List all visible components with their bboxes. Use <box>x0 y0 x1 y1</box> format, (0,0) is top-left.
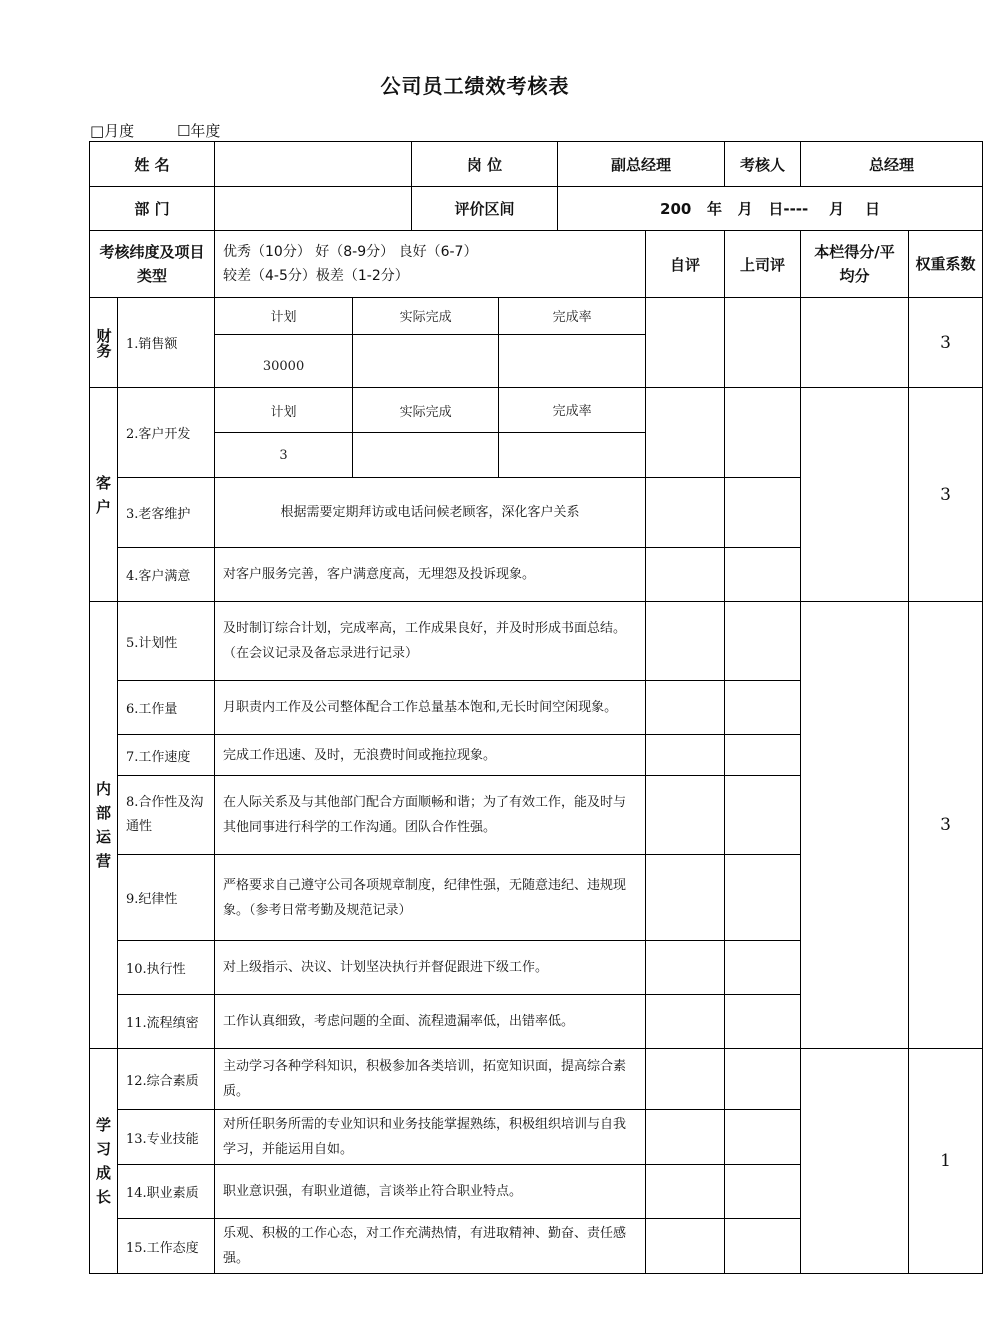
position-value: 副总经理 <box>558 142 725 187</box>
boss-eval-cell[interactable] <box>725 681 801 735</box>
item-attitude-desc: 乐观、积极的工作心态，对工作充满热情，有进取精神、勤奋、责任感强。 <box>215 1219 646 1274</box>
finance-weight: 3 <box>909 298 983 388</box>
self-eval-cell[interactable] <box>646 681 725 735</box>
item-discipline-desc: 严格要求自己遵守公司各项规章制度，纪律性强，无随意违纪、违规现象。（参考日常考勤及规范记录） <box>215 855 646 941</box>
self-eval-cell[interactable] <box>646 776 725 855</box>
self-eval-header: 自评 <box>646 231 725 298</box>
boss-eval-cell[interactable] <box>725 995 801 1049</box>
operations-weight: 3 <box>909 602 983 1049</box>
item-discipline-label: 9.纪律性 <box>118 855 215 941</box>
learning-weight: 1 <box>909 1049 983 1274</box>
item-client-dev-label: 2.客户开发 <box>118 388 215 478</box>
dept-field[interactable] <box>215 187 412 231</box>
rate-header: 完成率 <box>499 298 645 334</box>
self-eval-cell[interactable] <box>646 995 725 1049</box>
dept-label: 部 门 <box>90 187 215 231</box>
dimension-header: 考核纬度及项目类型 <box>90 231 215 298</box>
item-satisfaction-label: 4.客户满意 <box>118 548 215 602</box>
section-operations-text: 内部运营 <box>95 780 111 870</box>
item-planning-desc: 及时制订综合计划，完成率高，工作成果良好，并及时形成书面总结。（在会议记录及备忘录进行记录） <box>215 602 646 681</box>
scale-line-2: 较差（4-5分）极差（1-2分） <box>223 268 409 284</box>
boss-eval-cell[interactable] <box>725 478 801 548</box>
reviewer-value: 总经理 <box>801 142 983 187</box>
name-field[interactable] <box>215 142 412 187</box>
operations-score-cell[interactable] <box>801 602 909 1049</box>
boss-eval-cell[interactable] <box>725 1049 801 1110</box>
client-dev-subtable <box>215 388 646 478</box>
page-title: 公司员工绩效考核表 <box>380 74 570 98</box>
reviewer-label: 考核人 <box>725 142 801 187</box>
section-customer-text: 客户 <box>95 473 111 516</box>
plan-header: 计划 <box>215 298 353 334</box>
sales-subtable <box>215 298 646 388</box>
section-finance-label: 财务 <box>90 298 118 388</box>
client-dev-actual-field[interactable] <box>353 433 499 478</box>
self-eval-cell[interactable] <box>646 478 725 548</box>
position-label: 岗 位 <box>412 142 558 187</box>
learning-score-cell[interactable] <box>801 1049 909 1274</box>
boss-eval-cell[interactable] <box>725 1110 801 1165</box>
item-old-client-label: 3.老客维护 <box>118 478 215 548</box>
customer-weight: 3 <box>909 388 983 602</box>
plan-header: 计划 <box>215 388 353 433</box>
item-quality-label: 12.综合素质 <box>118 1049 215 1110</box>
self-eval-cell[interactable] <box>646 1219 725 1274</box>
self-eval-cell[interactable] <box>646 1165 725 1219</box>
item-workload-desc: 月职责内工作及公司整体配合工作总量基本饱和,无长时间空闲现象。 <box>215 681 646 735</box>
yearly-checkbox[interactable]: ☐年度 <box>176 122 221 140</box>
sales-rate-field[interactable] <box>499 334 645 387</box>
sales-actual-field[interactable] <box>353 334 499 387</box>
rate-header: 完成率 <box>499 388 645 433</box>
self-eval-cell[interactable] <box>646 735 725 776</box>
item-cooperation-label: 8.合作性及沟通性 <box>118 776 215 855</box>
section-customer-label <box>90 388 118 602</box>
item-speed-desc: 完成工作迅速、及时，无浪费时间或拖拉现象。 <box>215 735 646 776</box>
self-eval-cell[interactable] <box>646 855 725 941</box>
sales-plan-value: 30000 <box>215 334 353 387</box>
item-professional-label: 14.职业素质 <box>118 1165 215 1219</box>
item-planning-label: 5.计划性 <box>118 602 215 681</box>
boss-eval-cell[interactable] <box>725 298 801 388</box>
client-dev-rate-field[interactable] <box>499 433 645 478</box>
period-selector <box>90 120 258 141</box>
monthly-checkbox[interactable]: □月度 <box>90 122 135 140</box>
item-professional-desc: 职业意识强，有职业道德，言谈举止符合职业特点。 <box>215 1165 646 1219</box>
self-eval-cell[interactable] <box>646 602 725 681</box>
item-skill-label: 13.专业技能 <box>118 1110 215 1165</box>
self-eval-cell[interactable] <box>646 1110 725 1165</box>
item-execution-desc: 对上级指示、决议、计划坚决执行并督促跟进下级工作。 <box>215 941 646 995</box>
name-label: 姓 名 <box>90 142 215 187</box>
client-dev-plan-value: 3 <box>215 433 353 478</box>
self-eval-cell[interactable] <box>646 548 725 602</box>
section-operations-label <box>90 602 118 1049</box>
boss-eval-cell[interactable] <box>725 855 801 941</box>
boss-eval-cell[interactable] <box>725 1165 801 1219</box>
item-quality-desc: 主动学习各种学科知识，积极参加各类培训，拓宽知识面，提高综合素质。 <box>215 1049 646 1110</box>
self-eval-cell[interactable] <box>646 1049 725 1110</box>
actual-header: 实际完成 <box>353 298 499 334</box>
boss-eval-cell[interactable] <box>725 602 801 681</box>
weight-header: 权重系数 <box>909 231 983 298</box>
range-value: 200 年 月 日---- 月 日 <box>558 187 983 231</box>
item-skill-desc: 对所任职务所需的专业知识和业务技能掌握熟练，积极组织培训与自我学习，并能运用自如。 <box>215 1110 646 1165</box>
boss-eval-cell[interactable] <box>725 548 801 602</box>
item-attitude-label: 15.工作态度 <box>118 1219 215 1274</box>
boss-eval-header: 上司评 <box>725 231 801 298</box>
score-cell[interactable] <box>801 298 909 388</box>
self-eval-cell[interactable] <box>646 388 725 478</box>
item-speed-label: 7.工作速度 <box>118 735 215 776</box>
actual-header: 实际完成 <box>353 388 499 433</box>
item-process-label: 11.流程缜密 <box>118 995 215 1049</box>
boss-eval-cell[interactable] <box>725 735 801 776</box>
section-learning-text: 学习成长 <box>95 1116 111 1206</box>
item-cooperation-desc: 在人际关系及与其他部门配合方面顺畅和谐；为了有效工作，能及时与其他同事进行科学的工作沟通。团队合作性强。 <box>215 776 646 855</box>
score-header: 本栏得分/平均分 <box>801 231 909 298</box>
scale-header <box>215 231 646 298</box>
evaluation-table <box>89 141 983 1274</box>
range-label: 评价区间 <box>412 187 558 231</box>
section-learning-label <box>90 1049 118 1274</box>
item-execution-label: 10.执行性 <box>118 941 215 995</box>
self-eval-cell[interactable] <box>646 298 725 388</box>
boss-eval-cell[interactable] <box>725 1219 801 1274</box>
item-workload-label: 6.工作量 <box>118 681 215 735</box>
item-process-desc: 工作认真细致，考虑问题的全面、流程遗漏率低，出错率低。 <box>215 995 646 1049</box>
boss-eval-cell[interactable] <box>725 941 801 995</box>
boss-eval-cell[interactable] <box>725 776 801 855</box>
boss-eval-cell[interactable] <box>725 388 801 478</box>
item-sales-label: 1.销售额 <box>118 298 215 388</box>
item-old-client-desc: 根据需要定期拜访或电话问候老顾客，深化客户关系 <box>215 478 646 548</box>
item-satisfaction-desc: 对客户服务完善，客户满意度高，无埋怨及投诉现象。 <box>215 548 646 602</box>
scale-line-1: 优秀（10分） 好（8-9分） 良好（6-7） <box>223 244 478 260</box>
self-eval-cell[interactable] <box>646 941 725 995</box>
customer-score-cell[interactable] <box>801 388 909 602</box>
